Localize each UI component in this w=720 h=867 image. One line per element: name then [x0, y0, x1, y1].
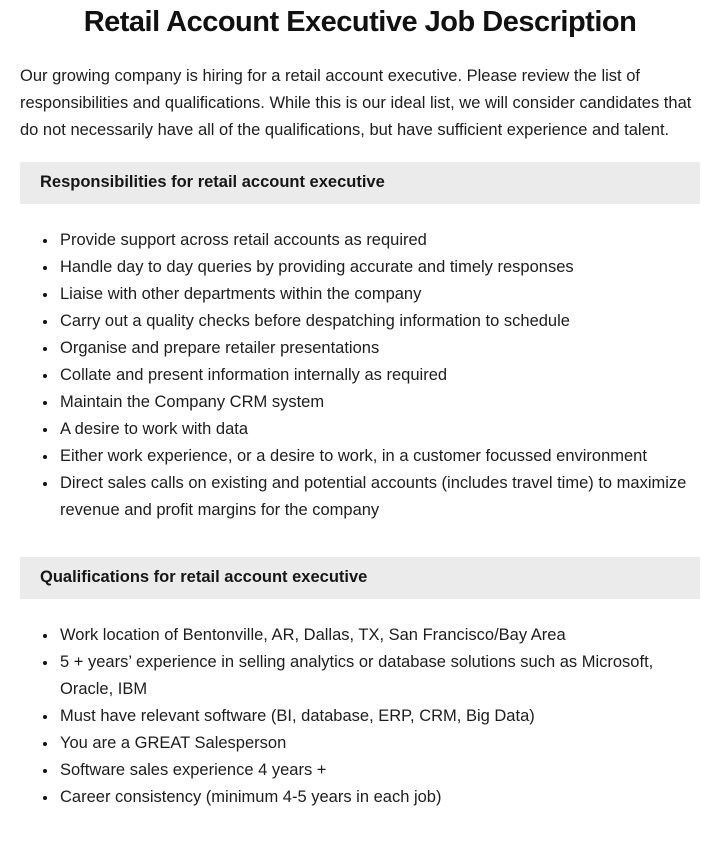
section-responsibilities: [0, 162, 720, 524]
list-item: • Organise and prepare retailer presentations: [58, 335, 700, 362]
responsibilities-list: [20, 227, 700, 524]
list-item: • Work location of Bentonville, AR, Dallas, TX, San Francisco/Bay Area: [58, 622, 700, 649]
list-item: • Career consistency (minimum 4-5 years in each job): [58, 784, 700, 811]
list-item: • Collate and present information internally as required: [58, 362, 700, 389]
list-item: • Direct sales calls on existing and potential accounts (includes travel time) to maximize revenue and profit margins for the company: [58, 470, 700, 524]
qualifications-heading: Qualifications for retail account executive: [20, 557, 700, 599]
list-item: • Must have relevant software (BI, database, ERP, CRM, Big Data): [58, 703, 700, 730]
list-item: • Liaise with other departments within the company: [58, 281, 700, 308]
list-item: • Provide support across retail accounts as required: [58, 227, 700, 254]
qualifications-list: [20, 622, 700, 811]
list-item: • You are a GREAT Salesperson: [58, 730, 700, 757]
intro-paragraph: Our growing company is hiring for a retail account executive. Please review the list of responsibilities and qualifications. While this is our ideal list, we will consider candidates that do not necessarily have all of the qualifications, but have sufficient experience and talent.: [20, 67, 692, 139]
list-item: • Either work experience, or a desire to work, in a customer focussed environment: [58, 443, 700, 470]
list-item: • Software sales experience 4 years +: [58, 757, 700, 784]
list-item: • Maintain the Company CRM system: [58, 389, 700, 416]
page-title: Retail Account Executive Job Description: [83, 6, 637, 38]
section-qualifications: [0, 557, 720, 811]
responsibilities-heading: Responsibilities for retail account executive: [20, 162, 700, 204]
list-item: • 5 + years’ experience in selling analytics or database solutions such as Microsoft, Oracle, IBM: [58, 649, 700, 703]
list-item: • A desire to work with data: [58, 416, 700, 443]
list-item: • Carry out a quality checks before despatching information to schedule: [58, 308, 700, 335]
list-item: • Handle day to day queries by providing accurate and timely responses: [58, 254, 700, 281]
